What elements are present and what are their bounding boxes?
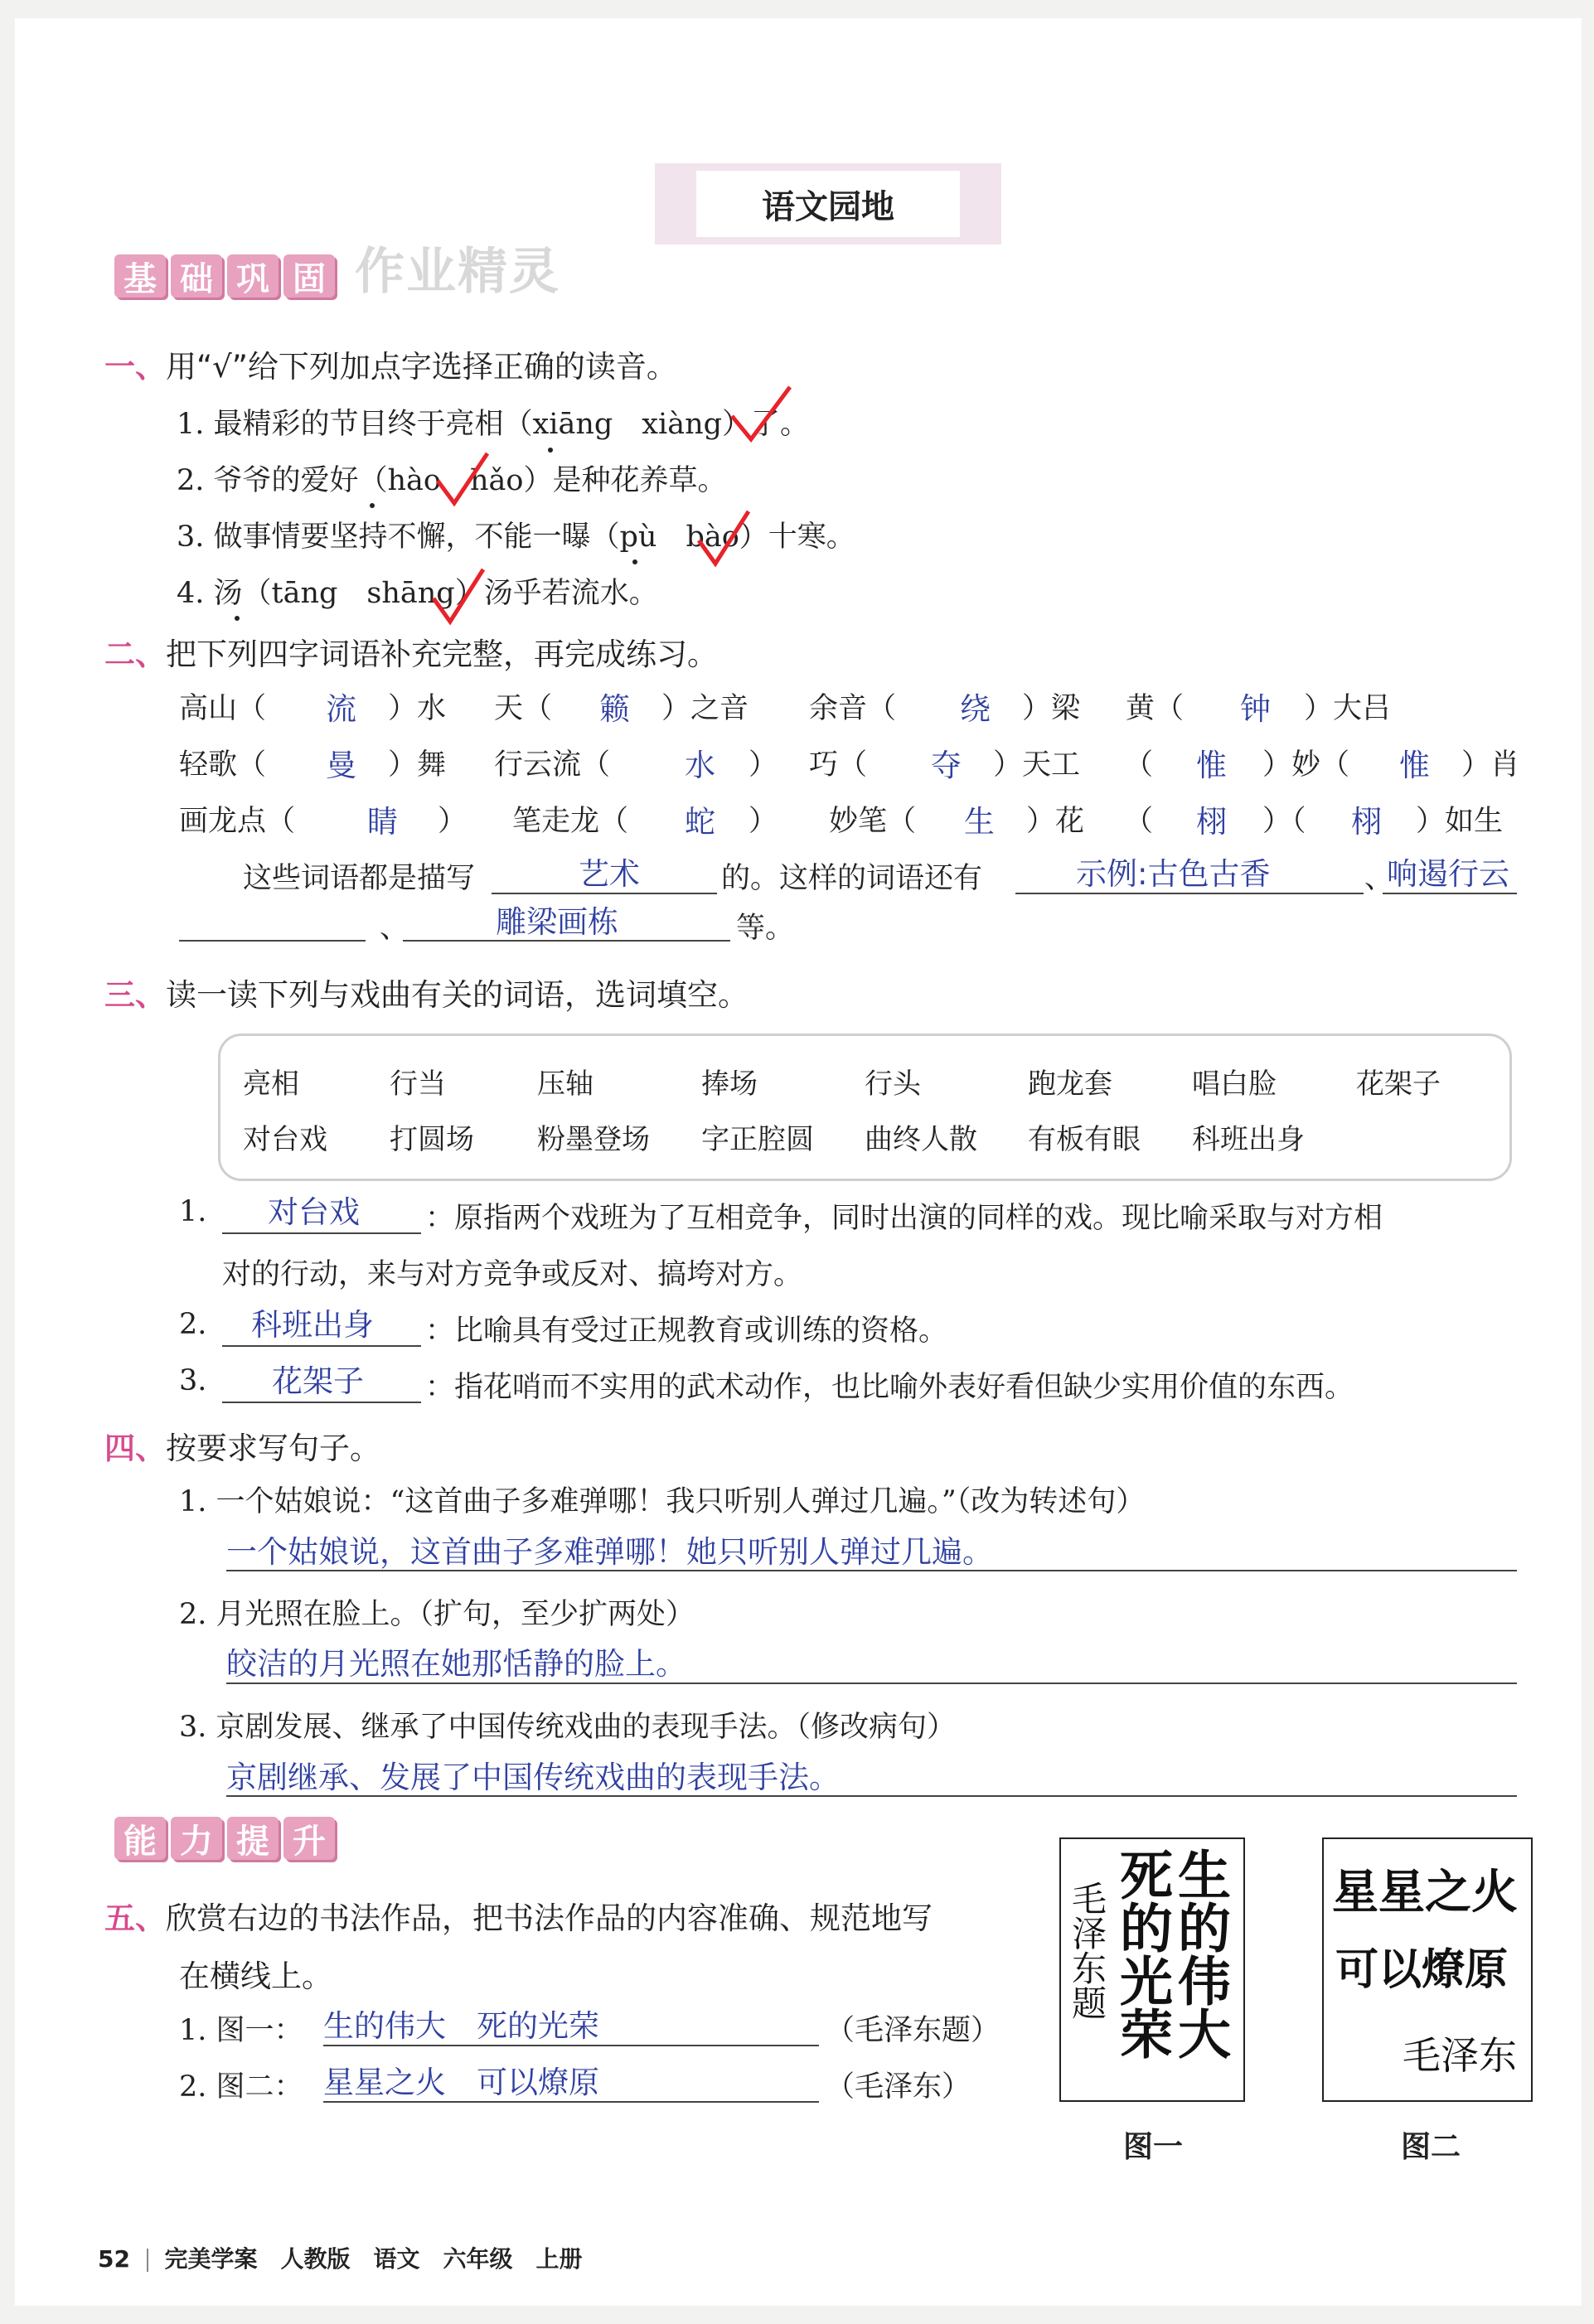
s2-text: 妙笔（: [829, 805, 917, 838]
s3-answer-1: 对台戏: [268, 1194, 360, 1230]
s4-q1: 1. 一个姑娘说：“这首曲子多难弹哪！我只听别人弹过几遍。”（改为转述句）: [179, 1485, 1146, 1518]
word-bank-item: 压轴: [537, 1068, 594, 1101]
emphasis-dot: [235, 616, 240, 621]
s2-end: 等。: [736, 912, 795, 945]
emphasis-dot: [548, 448, 553, 453]
s4-q3: 3. 京剧发展、继承了中国传统戏曲的表现手法。（修改病句）: [179, 1711, 957, 1744]
banner-char: 提: [227, 1817, 279, 1860]
s1-item-4: 4. 汤（tāng shāng）汤乎若流水。: [177, 577, 658, 610]
s2-answer: 绕: [960, 691, 991, 727]
calligraphy-signature: 毛泽东题: [1067, 1881, 1107, 2020]
s2-text: ）: [749, 748, 778, 782]
s2-sep: 、: [380, 912, 409, 945]
s2-answer: 栩: [1351, 804, 1382, 840]
s2-text: ）肖: [1461, 748, 1520, 782]
title-box: [655, 163, 1001, 245]
figure-caption-1: 图一: [1123, 2130, 1184, 2164]
calligraphy-text: 可以燎原: [1335, 1944, 1509, 1995]
banner-char: 力: [171, 1817, 222, 1860]
s2-answer: 蛇: [685, 804, 715, 840]
s5-heading-2: 在横线上。: [179, 1958, 332, 1994]
check-mark-icon: [429, 565, 487, 632]
s2-answer: 栩: [1196, 804, 1227, 840]
s2-answer-art: 艺术: [579, 856, 640, 892]
s2-answer: 流: [326, 691, 356, 727]
s2-example-2: 响遏行云: [1387, 856, 1509, 892]
calligraphy-signature: 毛泽东: [1403, 2033, 1517, 2078]
s5-answer-2: 星星之火 可以燎原: [323, 2065, 599, 2100]
s2-answer: 生: [964, 804, 995, 840]
word-bank-item: 对台戏: [243, 1123, 327, 1156]
s3-q-num: 3.: [179, 1364, 207, 1397]
banner-char: 固: [283, 254, 335, 298]
word-bank-item: 曲终人散: [865, 1123, 977, 1156]
s2-text: ）花: [1026, 805, 1085, 838]
page-title: 语文园地: [696, 171, 960, 237]
s2-text: 巧（: [809, 748, 868, 782]
banner-char: 升: [283, 1817, 335, 1860]
s5-answer-1: 生的伟大 死的光荣: [323, 2008, 599, 2044]
word-bank-item: 跑龙套: [1028, 1068, 1112, 1101]
s2-answer: 水: [685, 748, 715, 783]
emphasis-dot: [632, 559, 637, 564]
s2-text: （: [1124, 748, 1154, 782]
watermark: 作业精灵: [355, 243, 560, 301]
s2-text: ）（: [1262, 805, 1306, 838]
answer-line: [222, 1345, 421, 1347]
section-banner-advanced: [114, 1817, 335, 1860]
s3-q1-text: ：原指两个戏班为了互相竞争，同时出演的同样的戏。现比喻采取与对方相: [425, 1202, 1383, 1235]
s3-answer-3: 花架子: [272, 1363, 364, 1399]
answer-line: [222, 1402, 421, 1403]
s5-q2: 2. 图二：: [179, 2070, 303, 2104]
book-info: 完美学案 人教版 语文 六年级 上册: [164, 2245, 583, 2273]
s2-answer: 钟: [1240, 691, 1271, 727]
word-bank-item: 打圆场: [390, 1123, 474, 1156]
s3-q1-text-2: 对的行动，来与对方竞争或反对、搞垮对方。: [222, 1258, 803, 1291]
s2-text: （: [1124, 805, 1154, 838]
word-bank-item: 行当: [390, 1068, 446, 1101]
word-bank-item: 亮相: [243, 1068, 299, 1101]
s5-q1: 1. 图一：: [179, 2014, 303, 2047]
answer-line: [323, 2101, 819, 2103]
section-banner-basic: [114, 254, 335, 298]
worksheet-page: [15, 18, 1582, 2306]
word-bank-item: 粉墨登场: [537, 1123, 650, 1156]
word-bank-item: 唱白脸: [1192, 1068, 1277, 1101]
s2-answer: 夺: [931, 748, 962, 783]
s2-text: 笔走龙（: [512, 805, 629, 838]
s2-text: 高山（: [179, 692, 267, 725]
s2-text: ）: [438, 805, 468, 838]
answer-line: [179, 940, 366, 942]
s2-text: ）: [749, 805, 778, 838]
s4-q2: 2. 月光照在脸上。（扩句，至少扩两处）: [179, 1598, 695, 1631]
calligraphy-figure-1: [1059, 1837, 1245, 2102]
s2-text: 余音（: [809, 692, 897, 725]
s2-text: 轻歌（: [179, 748, 267, 782]
s2-answer: 曼: [326, 748, 356, 783]
s2-example-1: 示例:古色古香: [1076, 856, 1271, 892]
word-bank-box: [218, 1034, 1512, 1181]
s2-text: 画龙点（: [179, 805, 296, 838]
calligraphy-figure-2: [1322, 1837, 1533, 2102]
check-mark-icon: [434, 449, 492, 511]
banner-char: 能: [114, 1817, 166, 1860]
s5-note-1: （毛泽东题）: [826, 2014, 1000, 2047]
calligraphy-text: 生的伟大: [1169, 1847, 1231, 2060]
figure-caption-2: 图二: [1401, 2130, 1461, 2164]
s2-prompt: 这些词语都是描写: [243, 862, 476, 895]
s3-answer-2: 科班出身: [251, 1307, 374, 1343]
word-bank-item: 字正腔圆: [701, 1123, 814, 1156]
answer-line: [222, 1232, 421, 1234]
s1-item-2: 2. 爷爷的爱好（hào hǎo）是种花养草。: [177, 464, 727, 497]
page-number: 52: [98, 2245, 130, 2273]
footer: [98, 2241, 582, 2274]
s2-text: ）梁: [1022, 692, 1081, 725]
s2-text: ）大吕: [1304, 692, 1392, 725]
s1-item-1: 1. 最精彩的节目终于亮相（xiāng xiàng）了。: [177, 408, 810, 441]
banner-char: 础: [171, 254, 222, 298]
word-bank-item: 有板有眼: [1028, 1123, 1141, 1156]
banner-char: 巩: [227, 254, 279, 298]
answer-line: [226, 1682, 1517, 1684]
s5-heading: 五、欣赏右边的书法作品，把书法作品的内容准确、规范地写: [104, 1900, 933, 1936]
s2-heading: 二、把下列四字词语补充完整，再完成练习。: [104, 637, 718, 672]
answer-line: [226, 1795, 1517, 1797]
s4-answer-3: 京剧继承、发展了中国传统戏曲的表现手法。: [226, 1760, 840, 1795]
s2-text: ）舞: [388, 748, 447, 782]
s5-note-2: （毛泽东）: [826, 2070, 971, 2104]
s2-answer: 惟: [1196, 748, 1227, 783]
s3-heading: 三、读一读下列与戏曲有关的词语，选词填空。: [104, 977, 749, 1013]
word-bank-item: 捧场: [701, 1068, 758, 1101]
s2-text: ）天工: [993, 748, 1081, 782]
s2-answer: 睛: [367, 804, 398, 840]
check-mark-icon: [728, 383, 794, 449]
s2-text: 天（: [494, 692, 553, 725]
s2-text: ）之音: [661, 692, 749, 725]
s3-q-num: 2.: [179, 1308, 207, 1341]
s2-answer: 惟: [1399, 748, 1430, 783]
s2-text: 行云流（: [494, 748, 611, 782]
check-mark-icon: [695, 507, 753, 574]
footer-divider: [147, 2249, 148, 2272]
s2-text: ）如生: [1416, 805, 1504, 838]
s3-q3-text: ：指花哨而不实用的武术动作，也比喻外表好看但缺少实用价值的东西。: [425, 1371, 1354, 1404]
s3-q-num: 1.: [179, 1195, 207, 1228]
calligraphy-text: 死的光荣: [1111, 1847, 1173, 2060]
emphasis-dot: [370, 503, 375, 508]
calligraphy-text: 星星之火: [1332, 1865, 1518, 1920]
s2-text: ）水: [388, 692, 447, 725]
banner-char: 基: [114, 254, 166, 298]
s4-heading: 四、按要求写句子。: [104, 1431, 380, 1466]
s2-answer: 籁: [599, 691, 630, 727]
s2-prompt-2: 的。这样的词语还有: [721, 862, 983, 895]
word-bank-item: 花架子: [1356, 1068, 1441, 1101]
s1-item-3: 3. 做事情要坚持不懈，不能一曝（pù bào）十寒。: [177, 520, 855, 554]
s4-answer-2: 皎洁的月光照在她那恬静的脸上。: [226, 1646, 686, 1682]
s4-answer-1: 一个姑娘说，这首曲子多难弹哪！她只听别人弹过几遍。: [226, 1534, 993, 1570]
answer-line: [226, 1570, 1517, 1571]
s3-q2-text: ：比喻具有受过正规教育或训练的资格。: [425, 1315, 948, 1348]
s2-text: ）妙（: [1262, 748, 1350, 782]
s2-text: 黄（: [1126, 692, 1185, 725]
word-bank-item: 科班出身: [1192, 1123, 1305, 1156]
s2-example-3: 雕梁画栋: [496, 904, 618, 940]
answer-line: [323, 2045, 819, 2046]
s1-heading: 一、用“√”给下列加点字选择正确的读音。: [104, 349, 677, 385]
word-bank-item: 行头: [865, 1068, 921, 1101]
s2-sep: 、: [1364, 862, 1394, 895]
